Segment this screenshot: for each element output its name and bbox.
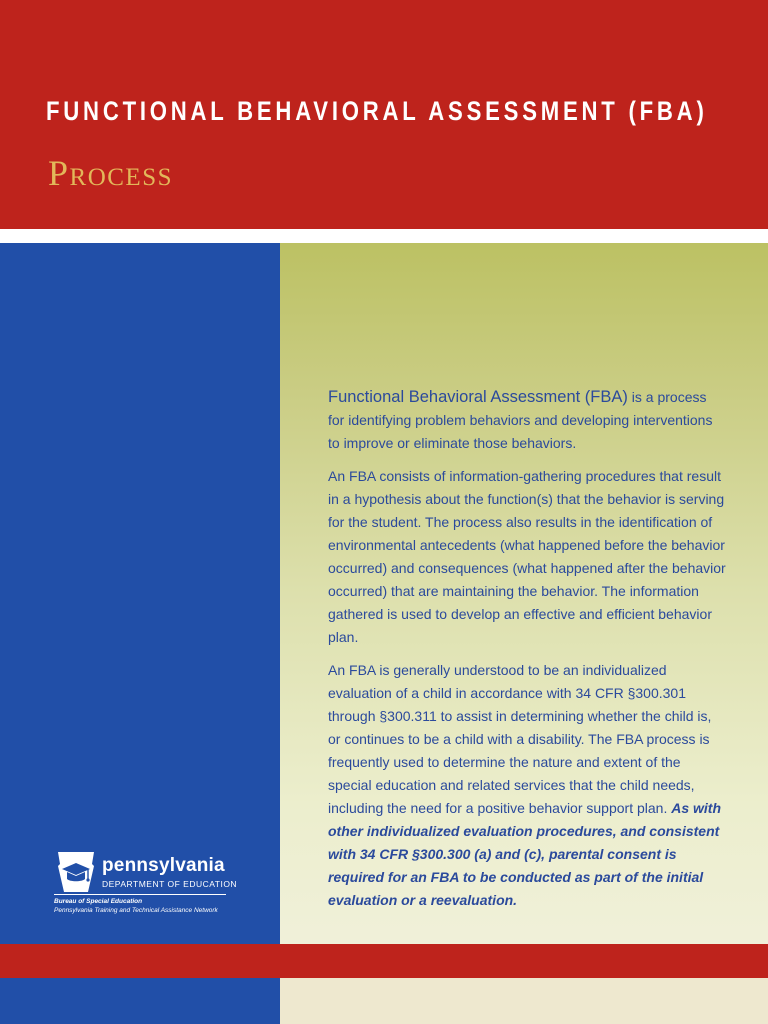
paragraph-3 <box>328 659 726 912</box>
logo-network: Pennsylvania Training and Technical Assistance Network <box>54 907 218 914</box>
body-text <box>328 386 726 922</box>
paragraph-2: An FBA consists of information-gathering procedures that result in a hypothesis about the function(s) that the behavior is serving for the student. The process also results in the identification of environmental antecedents (what happened before the behavior occurred) and consequences (what happened after the behavior occurred) that are maintaining the behavior. The information gathered is used to develop an effective and efficient behavior plan. <box>328 468 726 645</box>
logo-name: pennsylvania <box>102 855 225 876</box>
footer-sidebar-strip <box>0 978 280 1024</box>
intro-rest: is a process for identifying problem behaviors and developing interventions to improve or eliminate those behaviors. <box>328 389 713 451</box>
keystone-graduation-cap-icon <box>54 850 98 894</box>
document-subtitle: Process <box>48 153 174 193</box>
logo-bureau: Bureau of Special Education <box>54 898 143 905</box>
pde-logo <box>54 850 254 920</box>
footer-band <box>0 944 768 978</box>
header-divider <box>0 229 768 243</box>
intro-term: Functional Behavioral Assessment (FBA) <box>328 388 628 406</box>
paragraph-3-text: An FBA is generally understood to be an individualized evaluation of a child in accordance with 34 CFR §300.301 through §300.311 to assist in determining whether the child is, or continues to be a child with a disability. The FBA process is frequently used to determine the nature and extent of the special education and related services that the child needs, including the need for a positive behavior support plan. <box>328 662 712 816</box>
footer-content-strip <box>280 978 768 1024</box>
consent-emphasis: As with other individualized evaluation procedures, and consistent with 34 CFR §300.300 (a) and (c), parental consent is required for an FBA to be conducted as part of the initial evaluation or a reevaluation. <box>328 800 722 908</box>
document-title: FUNCTIONAL BEHAVIORAL ASSESSMENT (FBA) <box>46 96 708 126</box>
logo-department: DEPARTMENT OF EDUCATION <box>102 879 238 889</box>
header-banner <box>0 0 768 229</box>
logo-divider <box>54 894 226 895</box>
intro-paragraph <box>328 386 726 455</box>
